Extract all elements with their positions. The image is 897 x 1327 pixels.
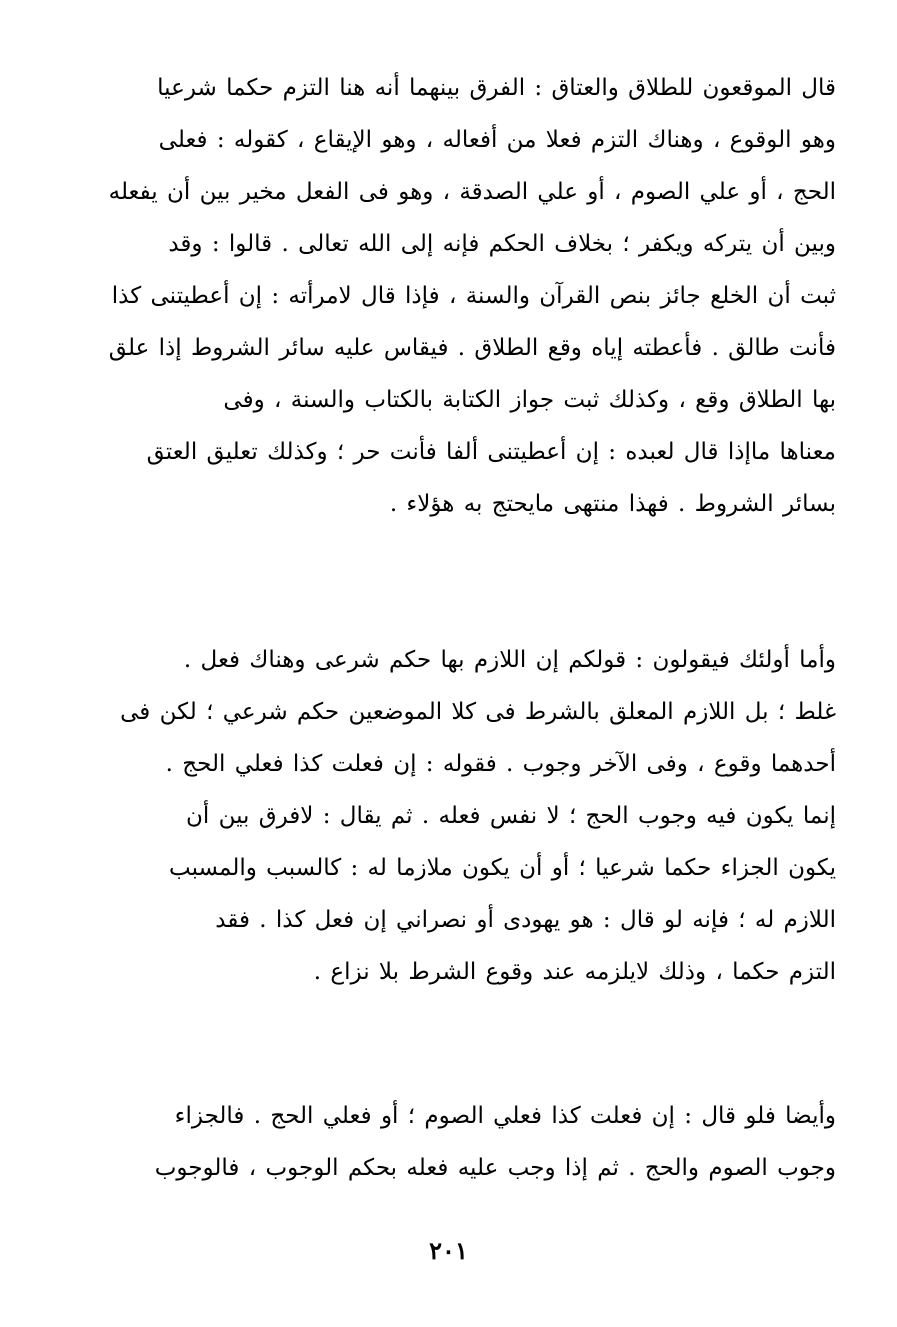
- text-line: وهو الوقوع ، وهناك التزم فعلا من أفعاله ، وهو الإيقاع ، كقوله : فعلى: [158, 127, 836, 153]
- text-line: وأيضا فلو قال : إن فعلت كذا فعلي الصوم ؛ أو فعلي الحج . فالجزاء: [174, 1103, 836, 1129]
- text-line: بسائر الشروط . فهذا منتهى مايحتج به هؤلاء .: [389, 491, 836, 517]
- text-line: الحج ، أو علي الصوم ، أو علي الصدقة ، وهو فى الفعل مخير بين أن يفعله: [108, 179, 836, 205]
- text-line: معناها ماإذا قال لعبده : إن أعطيتنى ألفا فأنت حر ؛ وكذلك تعليق العتق: [146, 439, 836, 465]
- text-line: غلط ؛ بل اللازم المعلق بالشرط فى كلا الموضعين حكم شرعي ؛ لكن فى: [120, 699, 836, 725]
- text-line: اللازم له ؛ فإنه لو قال : هو يهودى أو نصراني إن فعل كذا . فقد: [215, 907, 836, 933]
- text-line: التزم حكما ، وذلك لايلزمه عند وقوع الشرط بلا نزاع .: [313, 959, 836, 985]
- text-line: فأنت طالق . فأعطته إياه وقع الطلاق . فيقاس عليه سائر الشروط إذا علق: [108, 335, 836, 361]
- text-line: وأما أولئك فيقولون : قولكم إن اللازم بها حكم شرعى وهناك فعل .: [183, 647, 836, 673]
- text-line: وجوب الصوم والحج . ثم إذا وجب عليه فعله بحكم الوجوب ، فالوجوب: [154, 1155, 836, 1181]
- page-number: ٢٠١: [429, 1236, 468, 1265]
- paragraph-2: [104, 634, 836, 998]
- text-line: يكون الجزاء حكما شرعيا ؛ أو أن يكون ملازما له : كالسبب والمسبب: [169, 855, 836, 881]
- paragraph-1: [104, 62, 836, 530]
- text-line: أحدهما وقوع ، وفى الآخر وجوب . فقوله : إن فعلت كذا فعلي الحج .: [165, 751, 836, 777]
- text-line: إنما يكون فيه وجوب الحج ؛ لا نفس فعله . ثم يقال : لافرق بين أن: [186, 803, 836, 829]
- text-line: قال الموقعون للطلاق والعتاق : الفرق بينهما أنه هنا التزم حكما شرعيا: [157, 75, 836, 101]
- text-line: ثبت أن الخلع جائز بنص القرآن والسنة ، فإذا قال لامرأته : إن أعطيتنى كذا: [111, 283, 836, 309]
- paragraph-3: [104, 1090, 836, 1194]
- text-line: وبين أن يتركه ويكفر ؛ بخلاف الحكم فإنه إلى الله تعالى . قالوا : وقد: [168, 231, 836, 257]
- text-line: بها الطلاق وقع ، وكذلك ثبت جواز الكتابة بالكتاب والسنة ، وفى: [223, 387, 836, 413]
